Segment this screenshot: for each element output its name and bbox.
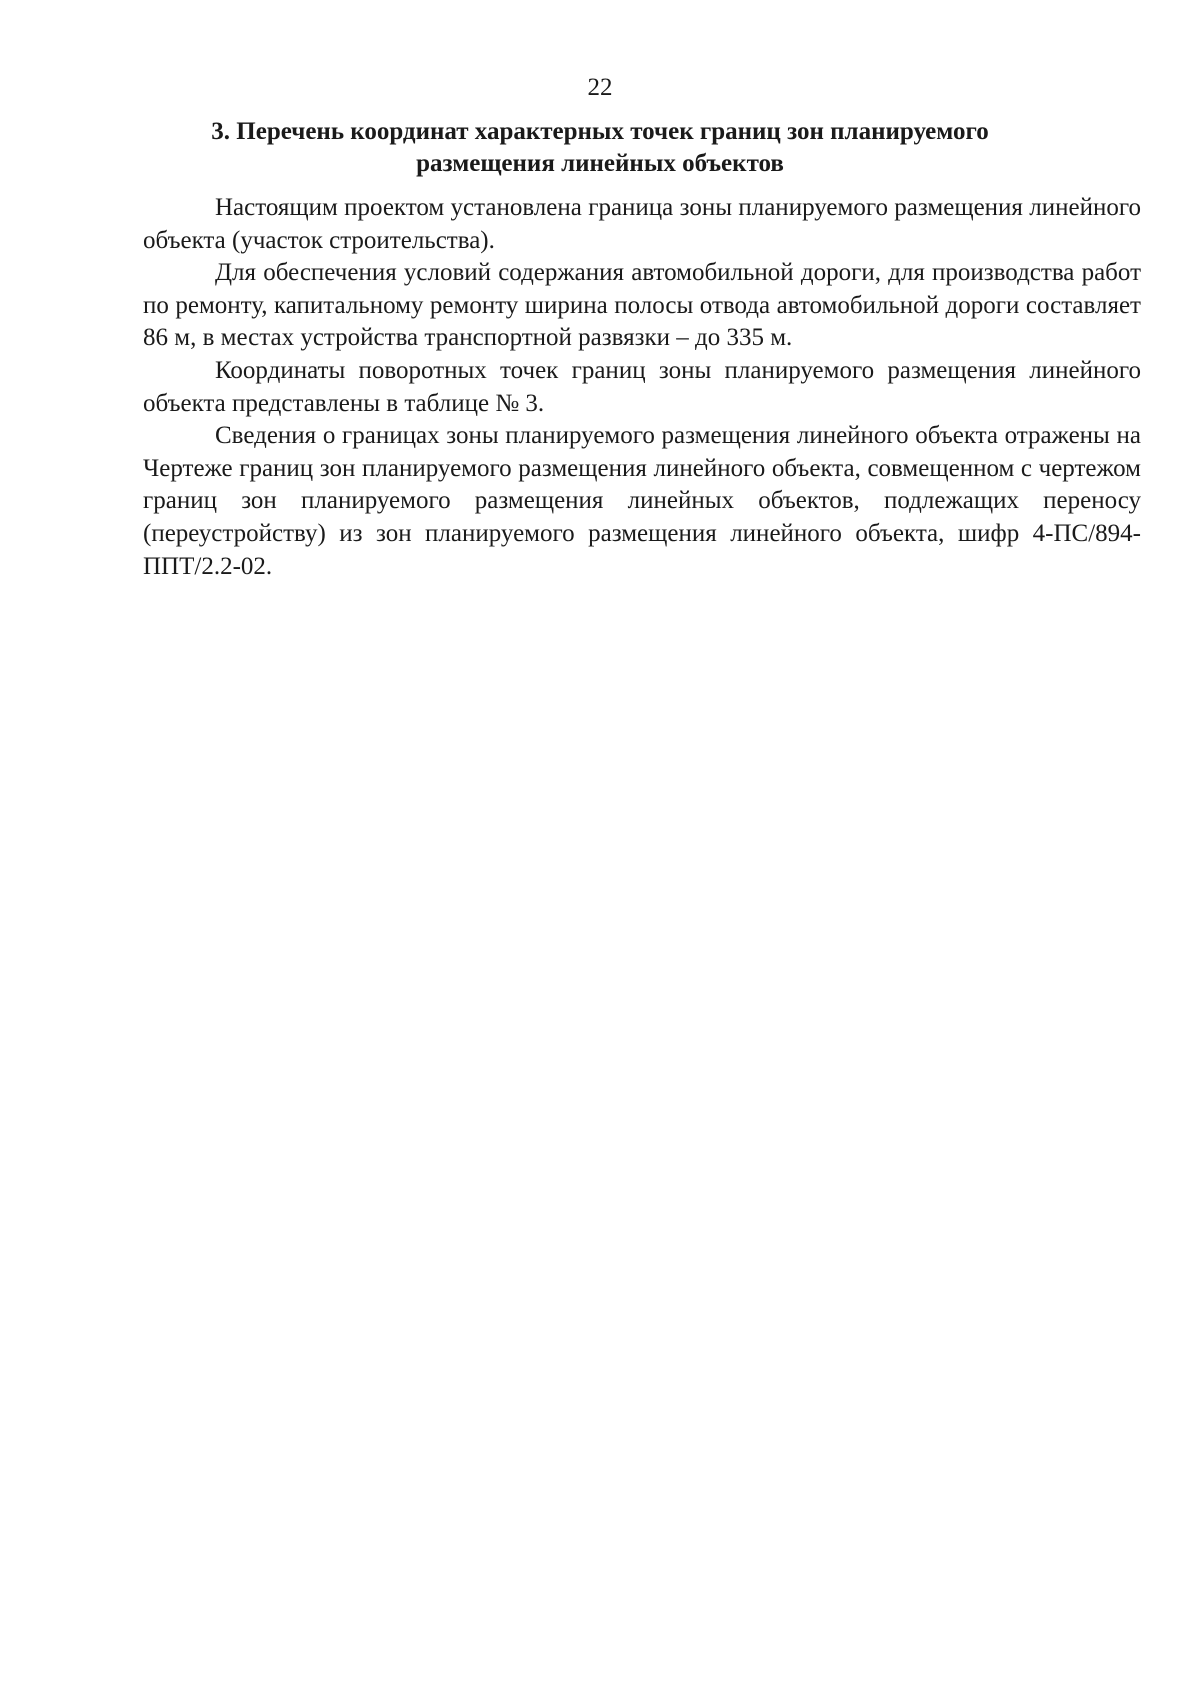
paragraph-coordinates-table: Координаты поворотных точек границ зоны планируемого размещения линейного объекта представлены в таблице № 3. xyxy=(143,356,1141,417)
paragraph-boundary-established: Настоящим проектом установлена граница зоны планируемого размещения линейного объекта (участок строительства). xyxy=(143,194,1141,254)
paragraph-right-of-way-width: Для обеспечения условий содержания автомобильной дороги, для производства работ по ремонту, капитальному ремонту ширина полосы отвода автомобильной дороги составляет 86 м, в местах устройства транспортной развязки – до 335 м. xyxy=(143,259,1141,352)
paragraph-drawing-reference: Сведения о границах зоны планируемого размещения линейного объекта отражены на Чертеже границ зон планируемого размещения линейного объекта, совмещенном с чертежом границ зон планируемого размещения линейных объектов, подлежащих переносу (переустройству) из зон планируемого размещения линейного объекта, шифр 4-ПС/894-ППТ/2.2-02. xyxy=(143,422,1141,580)
page-number: 22 xyxy=(587,74,613,101)
section-heading: 3. Перечень координат характерных точек границ зон планируемого размещения линейных объектов xyxy=(211,118,989,177)
body-text xyxy=(143,192,1141,583)
